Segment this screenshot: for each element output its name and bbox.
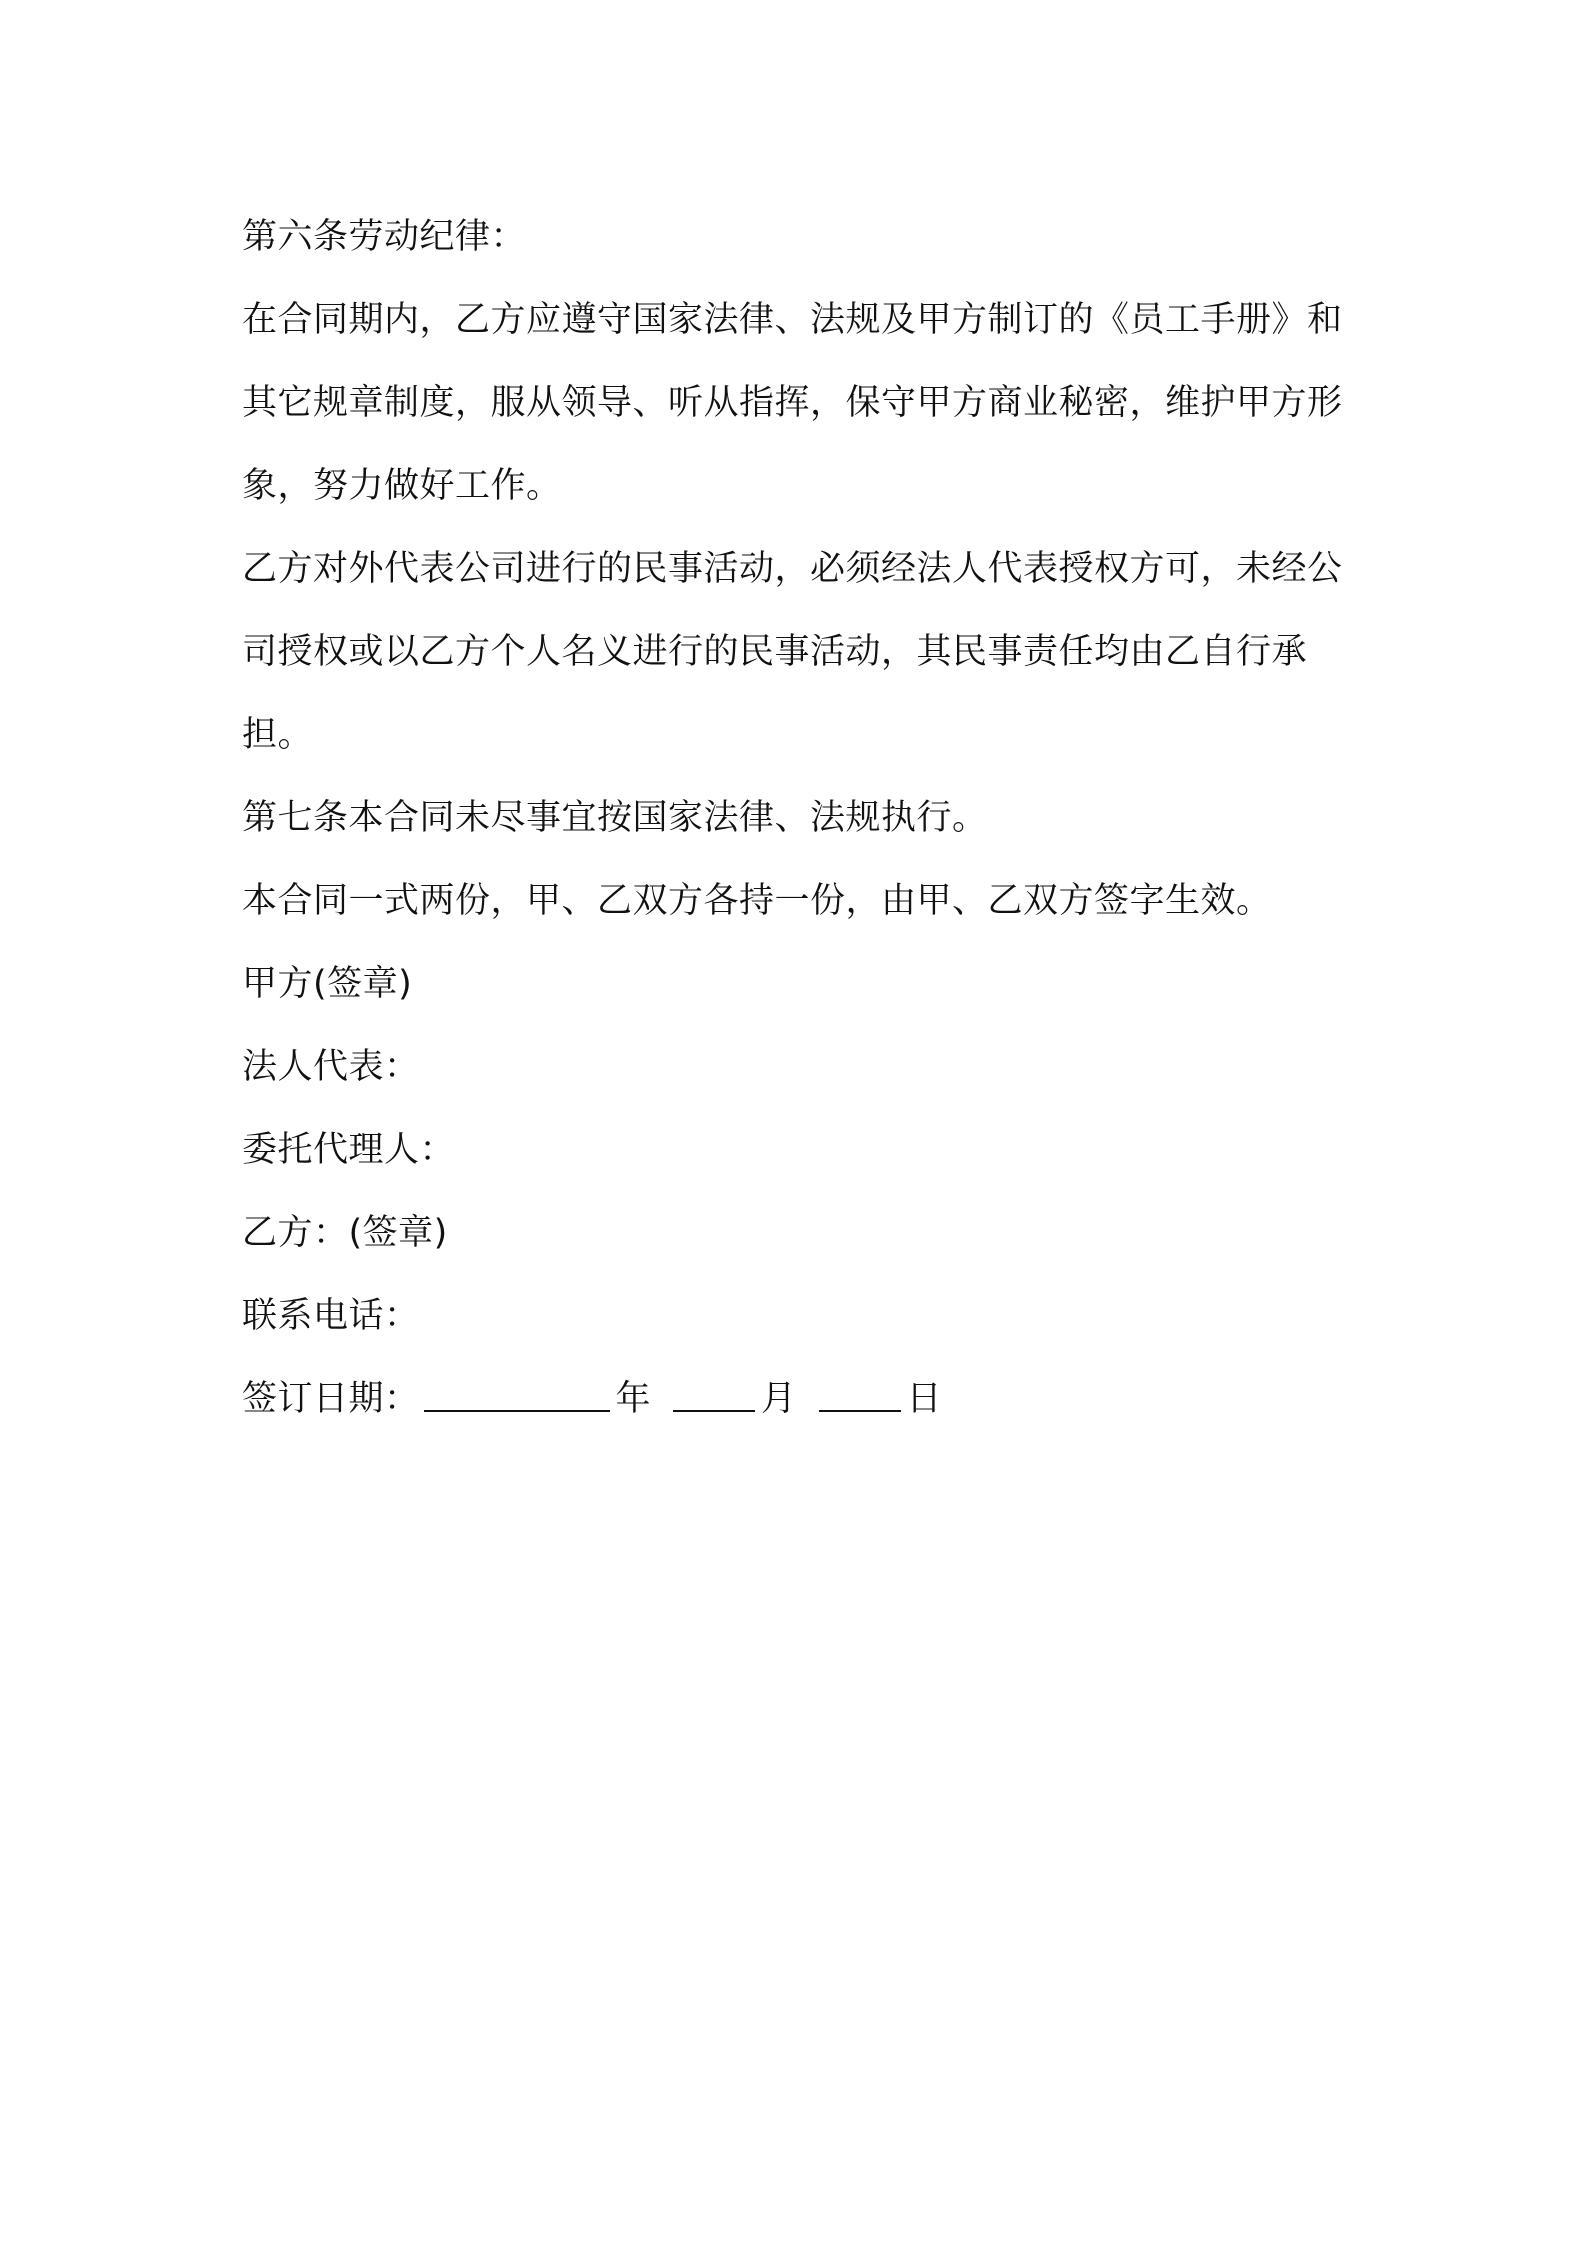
article-6-heading: 第六条劳动纪律： [242,217,527,257]
copies-paragraph: 本合同一式两份，甲、乙双方各持一份，由甲、乙双方签字生效。 [242,881,1272,921]
day-label: 日 [906,1379,943,1419]
year-blank [424,1380,610,1412]
civil-activity-paragraph: 乙方对外代表公司进行的民事活动，必须经法人代表授权方可，未经公司授权或以乙方个人名义进行的民事活动，其民事责任均由乙自行承担。 [242,549,1343,755]
signing-date-line [242,1358,1362,1441]
day-blank [819,1380,901,1412]
article-6-discipline-paragraph: 在合同期内，乙方应遵守国家法律、法规及甲方制订的《员工手册》和其它规章制度，服从领导、听从指挥，保守甲方商业秘密，维护甲方形象，努力做好工作。 [242,300,1343,506]
legal-representative-line: 法人代表： [242,1047,420,1087]
article-7-paragraph: 第七条本合同未尽事宜按国家法律、法规执行。 [242,798,988,838]
contact-phone-line: 联系电话： [242,1296,420,1336]
party-b-signature-line: 乙方：(签章) [242,1213,448,1253]
month-label: 月 [761,1379,797,1419]
authorized-agent-line: 委托代理人： [242,1130,456,1170]
contract-body [242,196,1362,1441]
party-a-signature-line: 甲方(签章) [242,964,413,1004]
year-label: 年 [615,1379,652,1419]
month-blank [673,1380,755,1412]
signing-date-label: 签订日期： [242,1379,420,1419]
